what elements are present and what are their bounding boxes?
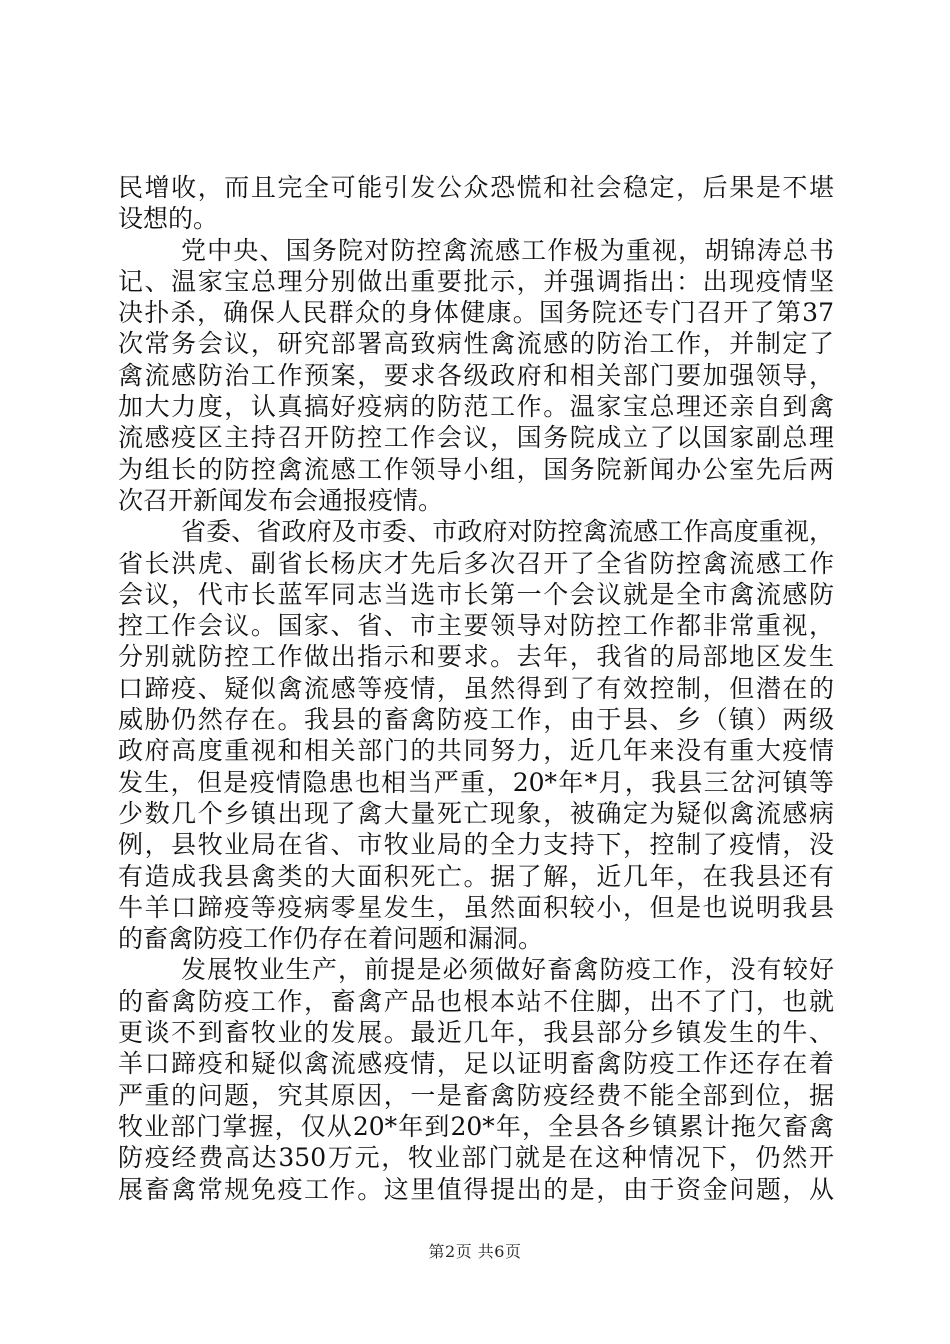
- text-line: 为组长的防控禽流感工作领导小组，国务院新闻办公室先后两: [118, 454, 834, 484]
- text-line: 省长洪虎、副省长杨庆才先后多次召开了全省防控禽流感工作: [118, 548, 834, 578]
- text-line: 严重的问题，究其原因，一是畜禽防疫经费不能全部到位，据: [118, 1080, 834, 1110]
- text-line: 民增收，而且完全可能引发公众恐慌和社会稳定，后果是不堪: [118, 173, 834, 202]
- text-line: 发生，但是疫情隐患也相当严重，20*年*月，我县三岔河镇等: [118, 767, 834, 797]
- text-line: 省委、省政府及市委、市政府对防控禽流感工作高度重视，: [181, 517, 834, 547]
- text-line: 展畜禽常规免疫工作。这里值得提出的是，由于资金问题，从: [118, 1174, 834, 1204]
- text-line: 威胁仍然存在。我县的畜禽防疫工作，由于县、乡（镇）两级: [118, 705, 834, 735]
- text-line: 的畜禽防疫工作，畜禽产品也根本站不住脚，出不了门，也就: [118, 986, 834, 1016]
- text-line: 的畜禽防疫工作仍存在着问题和漏洞。: [118, 924, 544, 954]
- text-line: 会议，代市长蓝军同志当选市长第一个会议就是全市禽流感防: [118, 579, 834, 609]
- text-line: 次常务会议，研究部署高致病性禽流感的防治工作，并制定了: [118, 329, 834, 359]
- text-line: 牧业部门掌握，仅从20*年到20*年，全县各乡镇累计拖欠畜禽: [118, 1111, 834, 1141]
- text-line: 更谈不到畜牧业的发展。最近几年，我县部分乡镇发生的牛、: [118, 1018, 834, 1048]
- text-line: 禽流感防治工作预案，要求各级政府和相关部门要加强领导，: [118, 360, 834, 390]
- text-line: 少数几个乡镇出现了禽大量死亡现象，被确定为疑似禽流感病: [118, 798, 834, 828]
- text-line: 有造成我县禽类的大面积死亡。据了解，近几年，在我县还有: [118, 861, 834, 891]
- text-line: 加大力度，认真搞好疫病的防范工作。温家宝总理还亲自到禽: [118, 392, 834, 422]
- text-line: 流感疫区主持召开防控工作会议，国务院成立了以国家副总理: [118, 423, 834, 453]
- text-line: 次召开新闻发布会通报疫情。: [118, 485, 444, 515]
- document-body: [118, 172, 834, 1205]
- text-line: 设想的。: [118, 204, 219, 234]
- text-line: 决扑杀，确保人民群众的身体健康。国务院还专门召开了第37: [118, 298, 834, 328]
- text-line: 牛羊口蹄疫等疫病零星发生，虽然面积较小，但是也说明我县: [118, 892, 834, 922]
- text-line: 防疫经费高达350万元，牧业部门就是在这种情况下，仍然开: [118, 1143, 834, 1173]
- text-line: 党中央、国务院对防控禽流感工作极为重视，胡锦涛总书: [181, 235, 834, 265]
- text-line: 口蹄疫、疑似禽流感等疫情，虽然得到了有效控制，但潜在的: [118, 673, 834, 703]
- text-line: 政府高度重视和相关部门的共同努力，近几年来没有重大疫情: [118, 736, 834, 766]
- page-number-footer: 第2页 共6页: [428, 1242, 522, 1261]
- text-line: 分别就防控工作做出指示和要求。去年，我省的局部地区发生: [118, 642, 834, 672]
- text-line: 记、温家宝总理分别做出重要批示，并强调指出：出现疫情坚: [118, 266, 834, 296]
- text-line: 羊口蹄疫和疑似禽流感疫情，足以证明畜禽防疫工作还存在着: [118, 1049, 834, 1079]
- text-line: 发展牧业生产，前提是必须做好畜禽防疫工作，没有较好: [181, 955, 834, 985]
- text-line: 例，县牧业局在省、市牧业局的全力支持下，控制了疫情，没: [118, 830, 834, 860]
- text-line: 控工作会议。国家、省、市主要领导对防控工作都非常重视，: [118, 611, 834, 641]
